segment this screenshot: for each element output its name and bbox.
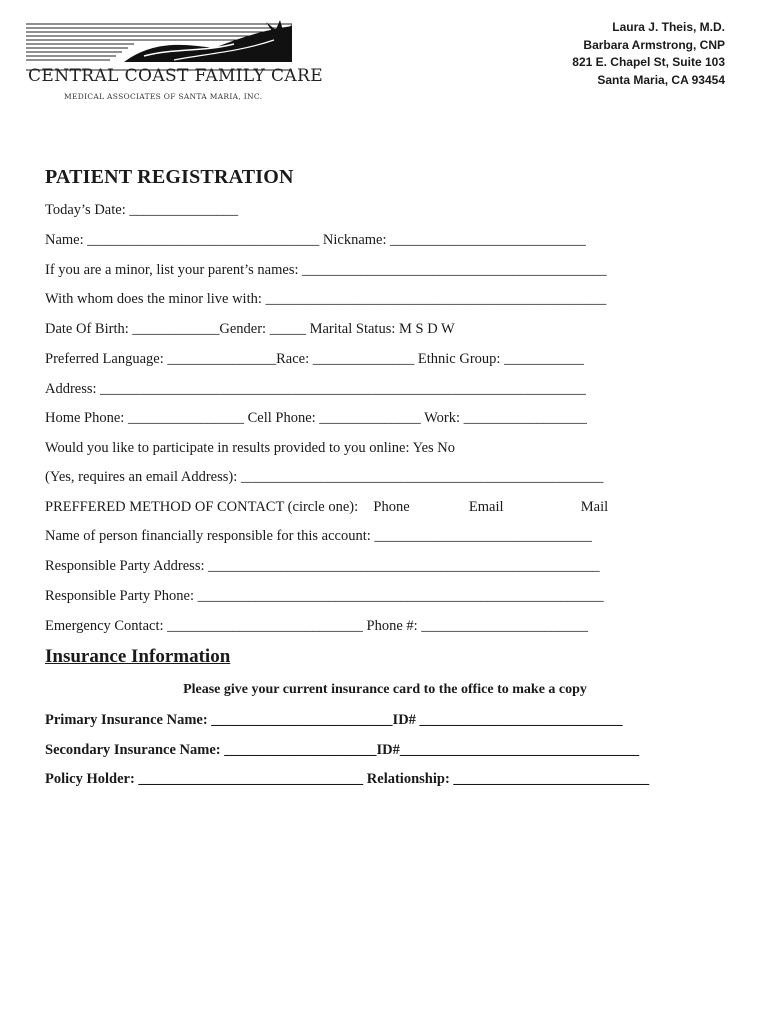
phones-field[interactable]: Home Phone: ________________ Cell Phone: ______________ Work: _________________ (45, 410, 587, 426)
name-nickname-field[interactable]: Name: ________________________________ Nickname: ___________________________ (45, 232, 586, 248)
policy-holder-field[interactable]: Policy Holder: _______________________________ Relationship: ___________________________ (45, 771, 650, 787)
provider-address-block (572, 19, 725, 89)
minor-lives-with-field[interactable]: With whom does the minor live with: _______________________________________________ (45, 291, 607, 307)
insurance-heading: Insurance Information (45, 646, 231, 667)
provider-line: 821 E. Chapel St, Suite 103 (572, 55, 725, 69)
contact-option-mail[interactable]: Mail (580, 499, 609, 515)
contact-option-phone[interactable]: Phone (373, 499, 410, 515)
responsible-phone-field[interactable]: Responsible Party Phone: ________________________________________________________ (45, 588, 604, 604)
provider-line: Laura J. Theis, M.D. (612, 20, 725, 34)
secondary-insurance-field[interactable]: Secondary Insurance Name: _____________________ID#_________________________________ (45, 742, 640, 758)
provider-line: Santa Maria, CA 93454 (597, 72, 725, 87)
dob-gender-marital-field[interactable]: Date Of Birth: ____________Gender: _____ Marital Status: M S D W (45, 321, 455, 337)
contact-method-label: PREFFERED METHOD OF CONTACT (circle one): (45, 499, 359, 515)
insurance-note: Please give your current insurance card to the office to make a copy (183, 682, 587, 697)
online-results-question[interactable]: Would you like to participate in results provided to you online: Yes No (45, 440, 456, 456)
emergency-contact-field[interactable]: Emergency Contact: ___________________________ Phone #: _______________________ (45, 618, 589, 634)
todays-date-field[interactable]: Today’s Date: _______________ (45, 202, 239, 218)
language-race-ethnicity-field[interactable]: Preferred Language: _______________Race: ______________ Ethnic Group: ___________ (45, 351, 584, 367)
contact-method-row (45, 499, 608, 516)
practice-subtitle: MEDICAL ASSOCIATES OF SANTA MARIA, INC. (64, 92, 263, 101)
page-title: PATIENT REGISTRATION (45, 166, 294, 188)
provider-line: Barbara Armstrong, CNP (583, 37, 725, 52)
practice-name: CENTRAL COAST FAMILY CARE (28, 66, 324, 86)
contact-option-email[interactable]: Email (468, 499, 504, 515)
email-address-field[interactable]: (Yes, requires an email Address): __________________________________________________ (45, 469, 604, 485)
primary-insurance-field[interactable]: Primary Insurance Name: _________________________ID# ____________________________ (45, 712, 623, 728)
parents-names-field[interactable]: If you are a minor, list your parent’s names: __________________________________________ (45, 262, 607, 278)
address-field[interactable]: Address: ___________________________________________________________________ (45, 381, 586, 397)
responsible-address-field[interactable]: Responsible Party Address: ______________________________________________________ (45, 558, 600, 574)
financially-responsible-field[interactable]: Name of person financially responsible for this account: ______________________________ (45, 528, 592, 544)
